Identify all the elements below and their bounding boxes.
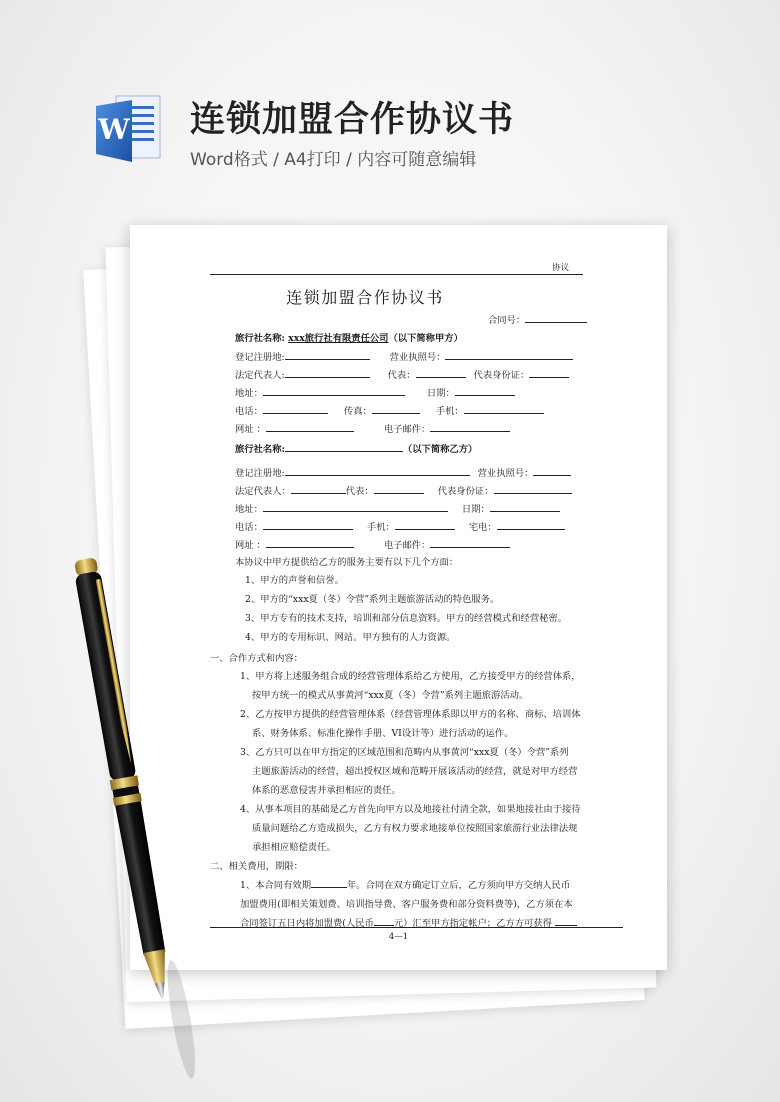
party-a-address-line: 地址： 日期： bbox=[235, 385, 515, 399]
word-document-icon bbox=[94, 92, 164, 168]
service-item: 4、甲方的专用标识、网站。甲方独有的人力资源。 bbox=[245, 632, 456, 643]
svg-text:W: W bbox=[98, 113, 130, 146]
party-a-rep-line: 法定代表人: 代表： 代表身份证： bbox=[235, 367, 569, 381]
party-b-name-line: 旅行社名称: （以下简称乙方） bbox=[235, 444, 478, 455]
service-item: 2、甲方的“xxx夏（冬）令营”系列主题旅游活动的特色服务。 bbox=[245, 594, 500, 605]
header-rule bbox=[210, 274, 583, 275]
banner-subtitle: Word格式 / A4打印 / 内容可随意编辑 bbox=[190, 150, 477, 170]
party-a-name-line: 旅行社名称: xxx旅行社有限责任公司（以下简称甲方） bbox=[235, 333, 463, 344]
banner-title: 连锁加盟合作协议书 bbox=[190, 100, 515, 140]
party-b-web-line: 网址 ： 电子邮件： bbox=[235, 537, 510, 551]
section-1-text: 1、甲方将上述服务组合成的经营管理体系给乙方使用，乙方接受甲方的经营体系， bbox=[240, 671, 581, 682]
party-b-phone-line: 电话： 手机： 宅电： bbox=[235, 519, 565, 533]
intro-text: 本协议中甲方提供给乙方的服务主要有以下几个方面： bbox=[235, 557, 459, 568]
page-number: 4—1 bbox=[388, 932, 409, 942]
section-1-text: 承担相应赔偿责任。 bbox=[252, 842, 336, 853]
section-1-text: 质量问题给乙方造成损失，乙方有权力要求地接单位按照国家旅游行业法律法规 bbox=[252, 823, 578, 834]
header-tag: 协议 bbox=[551, 263, 569, 273]
section-1-text: 按甲方统一的模式从事黄河“xxx夏（冬）令营”系列主题旅游活动。 bbox=[252, 690, 529, 701]
party-a-web-line: 网址 ： 电子邮件： bbox=[235, 421, 510, 435]
section-2-text: 1、本合同有效期 年。合同在双方确定订立后，乙方须向甲方交纳人民币 bbox=[240, 880, 571, 891]
party-b-reg-line: 登记注册地: 营业执照号： bbox=[235, 465, 571, 479]
party-a-reg-line: 登记注册地: 营业执照号： bbox=[235, 349, 573, 363]
service-item: 1、甲方的声誉和信誉。 bbox=[245, 575, 344, 586]
section-2-text: 合同签订五日内将加盟费(人民币 元）汇至甲方指定帐户；乙方方可获得 bbox=[240, 915, 577, 929]
party-b-rep-line: 法定代表人： 代表： 代表身份证： bbox=[235, 483, 572, 497]
contract-no-line: 合同号： bbox=[488, 312, 587, 326]
section-1-text: 4、从事本项目的基础是乙方首先向甲方以及地接社付清全款，如果地接社由于接待 bbox=[240, 804, 581, 815]
party-a-phone-line: 电话： 传真： 手机： bbox=[235, 403, 544, 417]
document-title: 连锁加盟合作协议书 bbox=[286, 288, 444, 307]
section-2-text: 加盟费用(即相关策划费、培训指导费、客户服务费和部分资料费等)，乙方须在本 bbox=[240, 899, 573, 910]
section-1-text: 2、乙方按甲方提供的经营管理体系（经营管理体系即以甲方的名称、商标、培训体 bbox=[240, 709, 581, 720]
document-page bbox=[130, 225, 667, 970]
party-b-address-line: 地址： 日期： bbox=[235, 501, 560, 515]
section-1-text: 主题旅游活动的经营，超出授权区域和范畴开展该活动的经营，就是对甲方经营 bbox=[252, 766, 578, 777]
section-1-text: 系、财务体系、标准化操作手册、VI设计等）进行活动的运作。 bbox=[252, 728, 514, 739]
footer-rule bbox=[210, 927, 623, 928]
section-1-text: 3、乙方只可以在甲方指定的区域范围和范畴内从事黄河“xxx夏（冬）令营”系列 bbox=[240, 747, 569, 758]
service-item: 3、甲方专有的技术支持，培训和部分信息资料。甲方的经营模式和经营秘密。 bbox=[245, 613, 568, 624]
section-1-title: 一、合作方式和内容： bbox=[210, 653, 303, 664]
section-1-text: 体系的恶意侵害并承担相应的责任。 bbox=[252, 785, 401, 796]
section-2-title: 二、相关费用，期限： bbox=[210, 861, 303, 872]
